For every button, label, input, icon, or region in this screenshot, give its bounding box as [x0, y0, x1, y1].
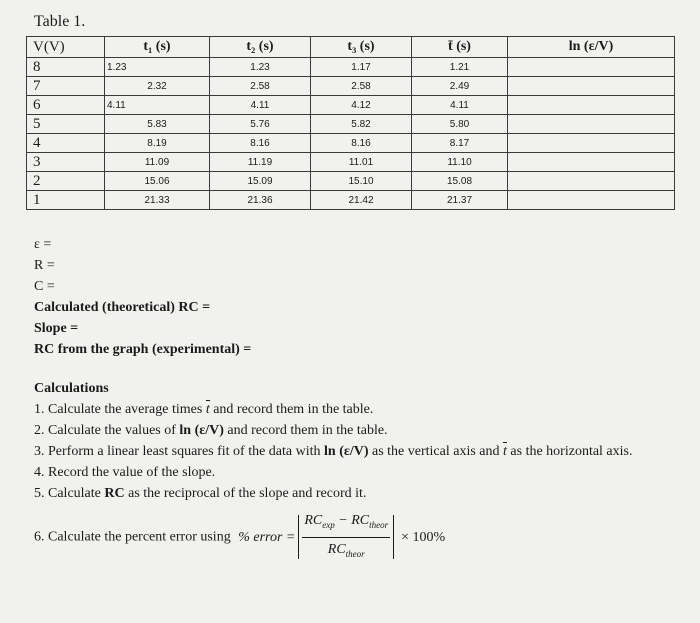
cell-t1: 4.11 — [105, 96, 210, 115]
header-t-average: t̄ (s) — [412, 37, 508, 58]
cell-voltage: 4 — [27, 134, 105, 153]
parameter-fields — [34, 234, 251, 360]
field-capacitance[interactable]: C = — [34, 279, 55, 294]
calc-step-1: 1. Calculate the average times t and record them in the table. — [34, 399, 684, 420]
table-row — [27, 58, 675, 77]
table-row — [27, 96, 675, 115]
calc-step-3: 3. Perform a linear least squares fit of the data with ln (ε/V) as the vertical axis and t as the horizontal axis. — [34, 441, 684, 462]
cell-t2: 21.36 — [210, 191, 311, 210]
cell-t2: 4.11 — [210, 96, 311, 115]
fraction-numerator: $RC_{exp} - RC_{theor}$ — [302, 510, 390, 538]
header-t3: t₃ (s) — [311, 37, 412, 58]
cell-ln-ratio[interactable] — [508, 58, 675, 77]
cell-t-average: 21.37 — [412, 191, 508, 210]
cell-t1: 11.09 — [105, 153, 210, 172]
cell-t1: 21.33 — [105, 191, 210, 210]
cell-t-average: 5.80 — [412, 115, 508, 134]
cell-t-average: 8.17 — [412, 134, 508, 153]
cell-voltage: 1 — [27, 191, 105, 210]
cell-t1: 1.23 — [105, 58, 210, 77]
cell-t-average: 4.11 — [412, 96, 508, 115]
cell-t3: 15.10 — [311, 172, 412, 191]
cell-ln-ratio[interactable] — [508, 172, 675, 191]
cell-ln-ratio[interactable] — [508, 115, 675, 134]
table-row — [27, 172, 675, 191]
t-average-symbol: t — [503, 441, 507, 462]
cell-t2: 1.23 — [210, 58, 311, 77]
header-t1: t₁ (s) — [105, 37, 210, 58]
table-header-row — [27, 37, 675, 58]
cell-t2: 5.76 — [210, 115, 311, 134]
field-epsilon[interactable]: ε = — [34, 237, 52, 252]
header-voltage: V(V) — [27, 37, 105, 58]
cell-t2: 15.09 — [210, 172, 311, 191]
table-title: Table 1. — [34, 13, 86, 30]
table-row — [27, 153, 675, 172]
cell-t3: 2.58 — [311, 77, 412, 96]
header-t2: t₂ (s) — [210, 37, 311, 58]
abs-bar-right — [393, 515, 394, 559]
cell-t3: 21.42 — [311, 191, 412, 210]
fraction-denominator: $RC_{theor}$ — [327, 541, 365, 559]
cell-voltage: 3 — [27, 153, 105, 172]
cell-ln-ratio[interactable] — [508, 96, 675, 115]
data-table — [26, 36, 675, 210]
field-rc-theoretical[interactable]: Calculated (theoretical) RC = — [34, 300, 211, 315]
calc-step-5: 5. Calculate RC as the reciprocal of the slope and record it. — [34, 486, 367, 501]
cell-voltage: 7 — [27, 77, 105, 96]
cell-t3: 4.12 — [311, 96, 412, 115]
cell-t2: 2.58 — [210, 77, 311, 96]
cell-voltage: 2 — [27, 172, 105, 191]
cell-t1: 15.06 — [105, 172, 210, 191]
formula-fraction — [302, 510, 390, 565]
table-row — [27, 191, 675, 210]
field-resistance[interactable]: R = — [34, 258, 55, 273]
calculations-section — [34, 378, 684, 565]
cell-ln-ratio[interactable] — [508, 153, 675, 172]
table-row — [27, 115, 675, 134]
cell-t3: 8.16 — [311, 134, 412, 153]
table-row — [27, 77, 675, 96]
header-ln-ratio: ln (ε/V) — [508, 37, 675, 58]
cell-t2: 8.16 — [210, 134, 311, 153]
percent-error-formula: % error = $\frac{RC_{exp} - RC_{theor}}{RC_{theor}}$ × 100% — [234, 510, 445, 565]
cell-ln-ratio[interactable] — [508, 134, 675, 153]
cell-t-average: 11.10 — [412, 153, 508, 172]
calc-step-4: 4. Record the value of the slope. — [34, 465, 216, 480]
cell-voltage: 8 — [27, 58, 105, 77]
cell-t1: 8.19 — [105, 134, 210, 153]
cell-voltage: 6 — [27, 96, 105, 115]
cell-t-average: 1.21 — [412, 58, 508, 77]
abs-bar-left — [298, 515, 299, 559]
calculations-heading: Calculations — [34, 381, 109, 396]
cell-ln-ratio[interactable] — [508, 77, 675, 96]
cell-t2: 11.19 — [210, 153, 311, 172]
cell-t-average: 15.08 — [412, 172, 508, 191]
cell-t3: 1.17 — [311, 58, 412, 77]
cell-t1: 2.32 — [105, 77, 210, 96]
cell-t1: 5.83 — [105, 115, 210, 134]
cell-ln-ratio[interactable] — [508, 191, 675, 210]
cell-t3: 11.01 — [311, 153, 412, 172]
cell-t3: 5.82 — [311, 115, 412, 134]
field-slope[interactable]: Slope = — [34, 321, 79, 336]
t-average-symbol: t — [206, 399, 210, 420]
cell-voltage: 5 — [27, 115, 105, 134]
table-row — [27, 134, 675, 153]
field-rc-experimental[interactable]: RC from the graph (experimental) = — [34, 342, 252, 357]
calc-step-6: 6. Calculate the percent error using % error = $\frac{RC_{exp} - RC_{theor}}{RC_{theor}}$ × 100% — [34, 510, 684, 565]
cell-t-average: 2.49 — [412, 77, 508, 96]
calc-step-2: 2. Calculate the values of ln (ε/V) and record them in the table. — [34, 423, 388, 438]
